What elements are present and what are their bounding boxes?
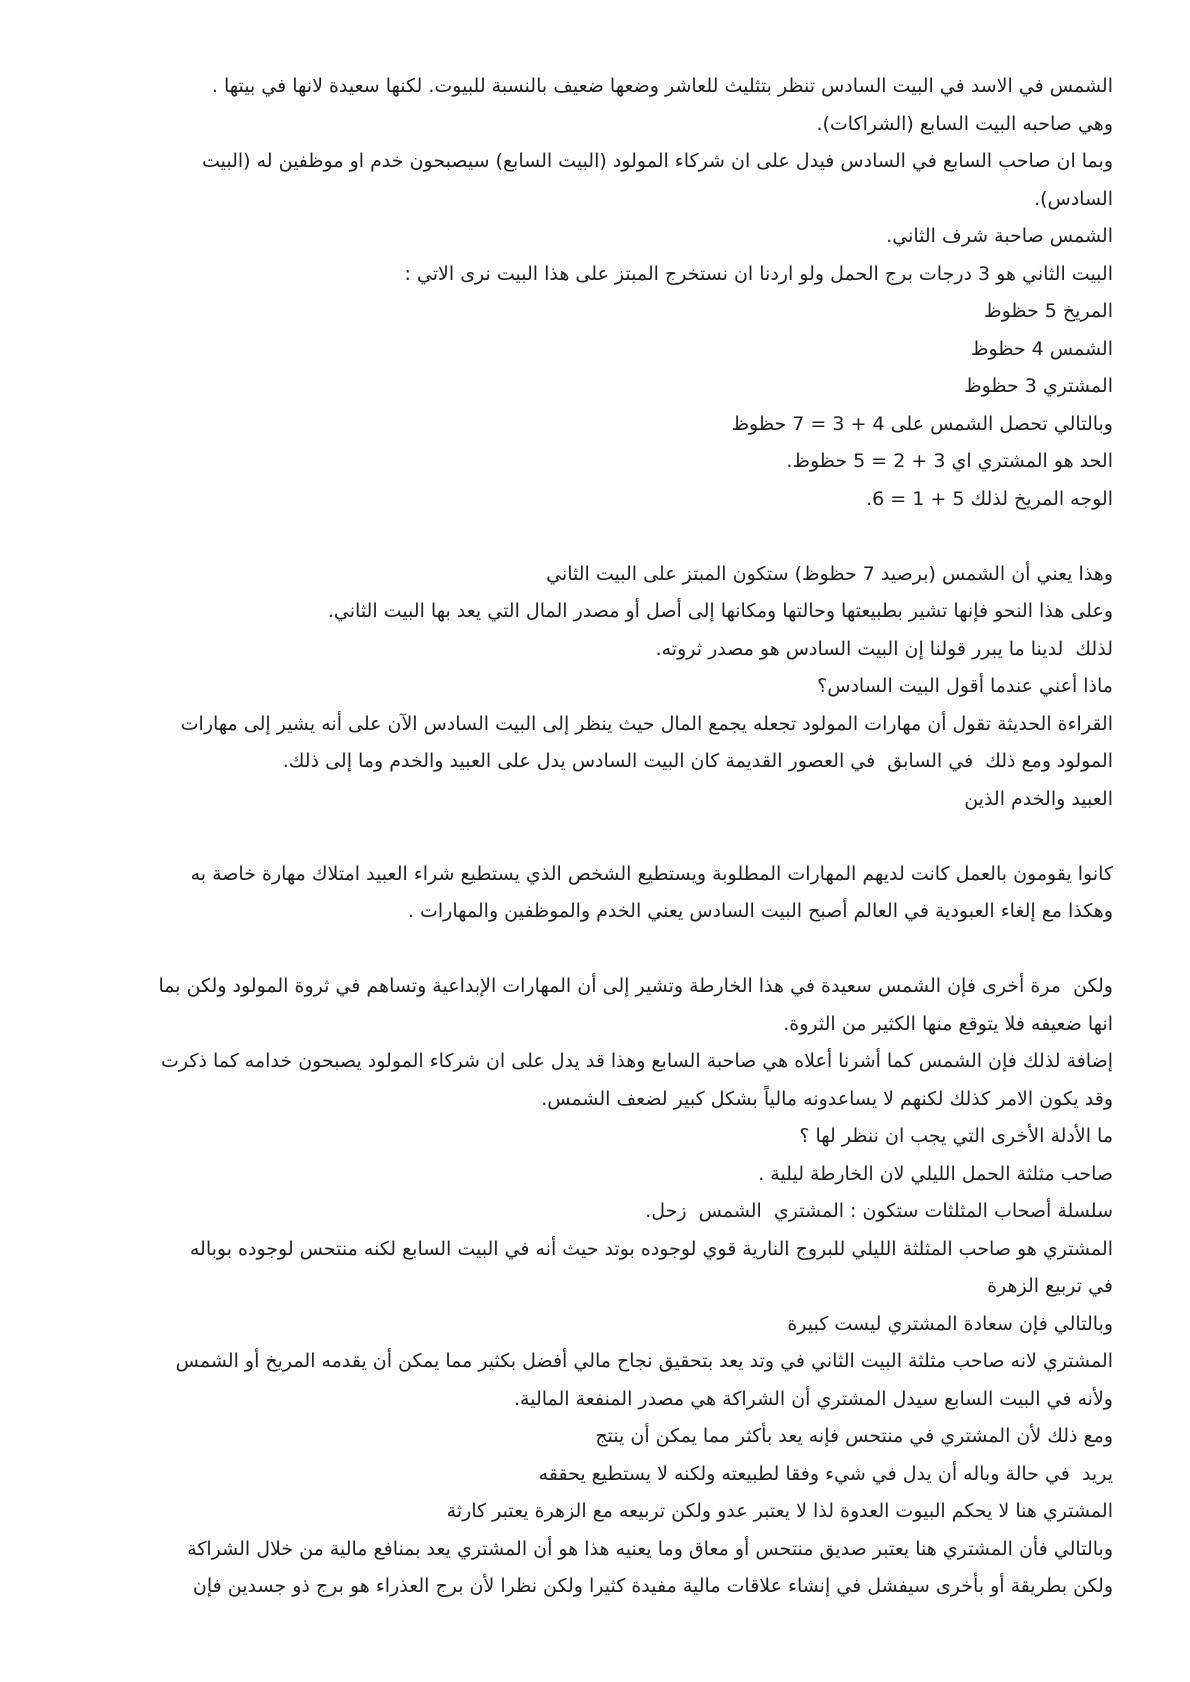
text-line: صاحب مثلثة الحمل الليلي لان الخارطة ليلية . xyxy=(758,1162,1113,1185)
text-line: وهي صاحبه البيت السابع (الشراكات). xyxy=(816,112,1113,135)
text-line: الحد هو المشتري اي 3 + 2 = 5 حظوظ. xyxy=(786,450,1113,472)
text-line: الوجه المريخ لذلك 5 + 1 = 6. xyxy=(866,487,1113,510)
text-line: وقد يكون الامر كذلك لكنهم لا يساعدونه مالياً بشكل كبير لضعف الشمس. xyxy=(541,1087,1113,1110)
text-line: انها ضعيفه فلا يتوقع منها الكثير من الثروة. xyxy=(783,1012,1113,1035)
text-line: وبما ان صاحب السابع في السادس فيدل على ان شركاء المولود (البيت السابع) سيصبحون خدم او موظفين له (البيت xyxy=(201,150,1113,172)
text-line: في تربيع الزهرة xyxy=(987,1275,1113,1297)
text-line: الشمس 4 حظوظ xyxy=(970,337,1113,360)
text-line: ولكن مرة أخرى فإن الشمس سعيدة في هذا الخارطة وتشير إلى أن المهارات الإبداعية وتساهم في ثروة المولود ولكن بما xyxy=(158,975,1113,997)
text-line: المشتري 3 حظوظ xyxy=(964,375,1113,397)
text-line: وبالتالي فإن سعادة المشتري ليست كبيرة xyxy=(787,1312,1113,1335)
text-line: لذلك لدينا ما يبرر قولنا إن البيت السادس هو مصدر ثروته. xyxy=(655,637,1113,660)
text-line: العبيد والخدم الذين xyxy=(964,787,1113,810)
text-line: المريخ 5 حظوظ xyxy=(984,300,1113,322)
text-line: المشتري هو صاحب المثلثة الليلي للبروج النارية قوي لوجوده بوتد حيث أنه في البيت السابع لكنه منتحس لوجوده بوباله xyxy=(189,1237,1113,1260)
text-line: الشمس صاحبة شرف الثاني. xyxy=(886,225,1113,247)
blank-line xyxy=(70,818,1113,856)
document-text xyxy=(70,68,1113,1606)
text-line: المولود ومع ذلك في السابق في العصور القديمة كان البيت السادس يدل على العبيد والخدم وما إلى ذلك. xyxy=(282,750,1113,772)
text-line: المشتري لانه صاحب مثلثة البيت الثاني في وتد يعد بتحقيق نجاح مالي أفضل بكثير مما يمكن أن يقدمه المريخ أو الشمس xyxy=(175,1350,1113,1372)
text-line: الشمس في الاسد في البيت السادس تنظر بتثليث للعاشر وضعها ضعيف بالنسبة للبيوت. لكنها سعيدة لانها في بيتها . xyxy=(211,75,1113,97)
text-line: المشتري هنا لا يحكم البيوت العدوة لذا لا يعتبر عدو ولكن تربيعه مع الزهرة يعتبر كارثة xyxy=(446,1500,1113,1522)
text-line: ومع ذلك لأن المشتري في منتحس فإنه يعد بأكثر مما يمكن أن ينتج xyxy=(595,1425,1113,1447)
text-line: ولأنه في البيت السابع سيدل المشتري أن الشراكة هي مصدر المنفعة المالية. xyxy=(513,1387,1113,1410)
text-line: إضافة لذلك فإن الشمس كما أشرنا أعلاه هي صاحبة السابع وهذا قد يدل على ان شركاء المولود يصبحون خدامه كما ذكرت xyxy=(161,1050,1113,1072)
text-line: وهذا يعني أن الشمس (برصيد 7 حظوظ) ستكون المبتز على البيت الثاني xyxy=(546,562,1113,585)
text-line: كانوا يقومون بالعمل كانت لديهم المهارات المطلوبة ويستطيع الشخص الذي يستطيع شراء العبيد امتلاك مهارة خاصة به xyxy=(190,862,1113,885)
blank-line xyxy=(70,518,1113,556)
text-line: يريد في حالة وباله أن يدل في شيء وفقا لطبيعته ولكنه لا يستطيع يحققه xyxy=(538,1462,1113,1485)
blank-line xyxy=(70,931,1113,969)
text-line: السادس). xyxy=(1034,187,1113,210)
text-line: البيت الثاني هو 3 درجات برج الحمل ولو اردنا ان نستخرج المبتز على هذا البيت نرى الاتي : xyxy=(404,262,1113,285)
text-line: وهكذا مع إلغاء العبودية في العالم أصبح البيت السادس يعني الخدم والموظفين والمهارات . xyxy=(407,900,1113,922)
text-line: ما الأدلة الأخرى التي يجب ان ننظر لها ؟ xyxy=(799,1125,1113,1147)
text-line: وبالتالي تحصل الشمس على 4 + 3 = 7 حظوظ xyxy=(731,412,1113,435)
text-line: سلسلة أصحاب المثلثات ستكون : المشتري الشمس زحل. xyxy=(645,1200,1113,1222)
text-line: ماذا أعني عندما أقول البيت السادس؟ xyxy=(817,675,1113,697)
text-line: ولكن بطريقة أو بأخرى سيفشل في إنشاء علاقات مالية مفيدة كثيرا ولكن نظرا لأن برج العذراء هو برج ذو جسدين فإن xyxy=(192,1575,1113,1597)
text-line: وعلى هذا النحو فإنها تشير بطبيعتها وحالتها ومكانها إلى أصل أو مصدر المال التي يعد بها البيت الثاني. xyxy=(327,600,1113,622)
text-line: وبالتالي فأن المشتري هنا يعتبر صديق منتحس أو معاق وما يعنيه هذا هو أن المشتري يعد بمنافع مالية من خلال الشراكة xyxy=(187,1537,1113,1560)
text-line: القراءة الحديثة تقول أن مهارات المولود تجعله يجمع المال حيث ينظر إلى البيت السادس الآن على أنه يشير إلى مهارات xyxy=(180,712,1113,735)
